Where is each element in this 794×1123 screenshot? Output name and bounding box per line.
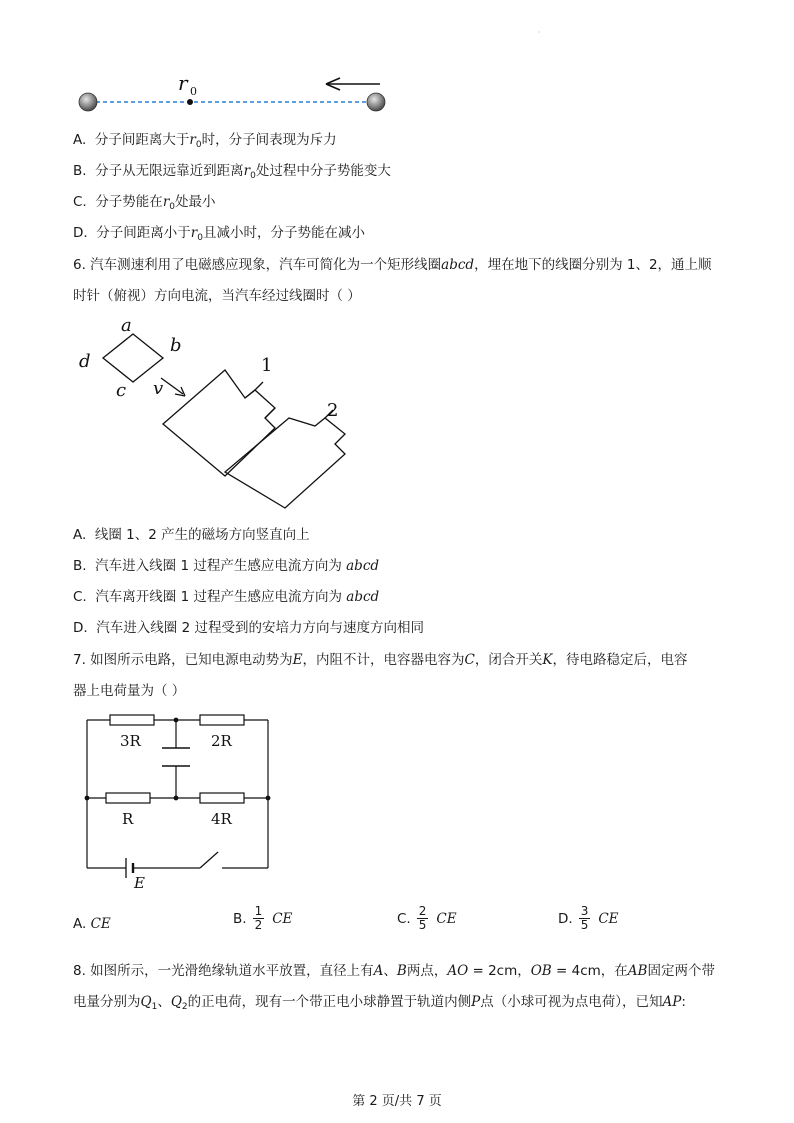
label-c: c	[116, 380, 127, 401]
q8-stem-line1: 8. 如图所示，一光滑绝缘轨道水平放置，直径上有A、B两点，AO = 2cm，OB = 4cm，在AB固定两个带	[73, 963, 715, 979]
label-b: b	[170, 335, 182, 356]
q7-option-b: B. $\frac{1}{2}$ CE	[233, 904, 293, 932]
q6-stem-line2: 时针（俯视）方向电流，当汽车经过线圈时（ ）	[73, 288, 361, 304]
q6-coil-figure	[75, 314, 355, 514]
q8-stem-line2: 电量分别为$Q_1$、$Q_2$的正电荷，现有一个带正电小球静置于轨道内侧P点（小球可视为点电荷），已知AP:	[73, 994, 686, 1012]
q5-molecule-figure	[70, 66, 400, 118]
coil-2	[225, 418, 345, 508]
q6-option-d: D. 汽车进入线圈 2 过程受到的安培力方向与速度方向相同	[73, 620, 424, 636]
q5-option-d: D. 分子间距离小于$r_0$且减小时，分子势能在减小	[73, 225, 365, 243]
r0-sub: 0	[190, 85, 197, 98]
right-molecule	[367, 93, 385, 111]
q5-option-a: A. 分子间距离大于$r_0$时，分子间表现为斥力	[73, 132, 337, 150]
label-R: R	[122, 810, 134, 828]
page-dot: ·	[538, 28, 541, 37]
r0-point	[187, 99, 193, 105]
label-E: E	[134, 874, 145, 892]
q7-option-a: A. CE	[73, 916, 111, 932]
label-2R: 2R	[211, 732, 232, 750]
resistor-3R	[110, 715, 154, 725]
label-v: v	[153, 378, 164, 399]
q7-stem-line1: 7. 如图所示电路，已知电源电动势为E，内阻不计，电容器电容为C，闭合开关K，待电路稳定后，电容	[73, 652, 688, 668]
q7-circuit-figure	[80, 708, 275, 892]
resistor-4R	[200, 793, 244, 803]
q6-option-b: B. 汽车进入线圈 1 过程产生感应电流方向为 abcd	[73, 558, 380, 574]
q6-stem-line1: 6. 汽车测速利用了电磁感应现象，汽车可简化为一个矩形线圈abcd，埋在地下的线圈分别为 1、2，通上顺	[73, 257, 712, 273]
resistor-R	[106, 793, 150, 803]
q5-option-c: C. 分子势能在$r_0$处最小	[73, 194, 216, 212]
q6-option-a: A. 线圈 1、2 产生的磁场方向竖直向上	[73, 527, 310, 543]
q7-option-d: D. $\frac{3}{5}$ CE	[558, 904, 619, 932]
page-footer: 第 2 页/共 7 页	[352, 1094, 442, 1109]
label-d: d	[79, 351, 91, 372]
velocity-arrow-shaft	[161, 378, 183, 394]
q6-option-c: C. 汽车离开线圈 1 过程产生感应电流方向为 abcd	[73, 589, 380, 605]
label-coil-2: 2	[327, 400, 339, 421]
q5-option-b: B. 分子从无限远靠近到距离$r_0$处过程中分子势能变大	[73, 163, 391, 181]
r0-label: r	[178, 71, 188, 95]
label-4R: 4R	[211, 810, 232, 828]
car-loop	[103, 334, 163, 382]
q7-option-c: C. $\frac{2}{5}$ CE	[397, 904, 457, 932]
resistor-2R	[200, 715, 244, 725]
label-coil-1: 1	[261, 355, 273, 376]
label-3R: 3R	[120, 732, 141, 750]
q7-stem-line2: 器上电荷量为（ ）	[73, 683, 186, 699]
switch-blade	[200, 852, 218, 868]
left-molecule	[79, 93, 97, 111]
label-a: a	[121, 315, 132, 336]
